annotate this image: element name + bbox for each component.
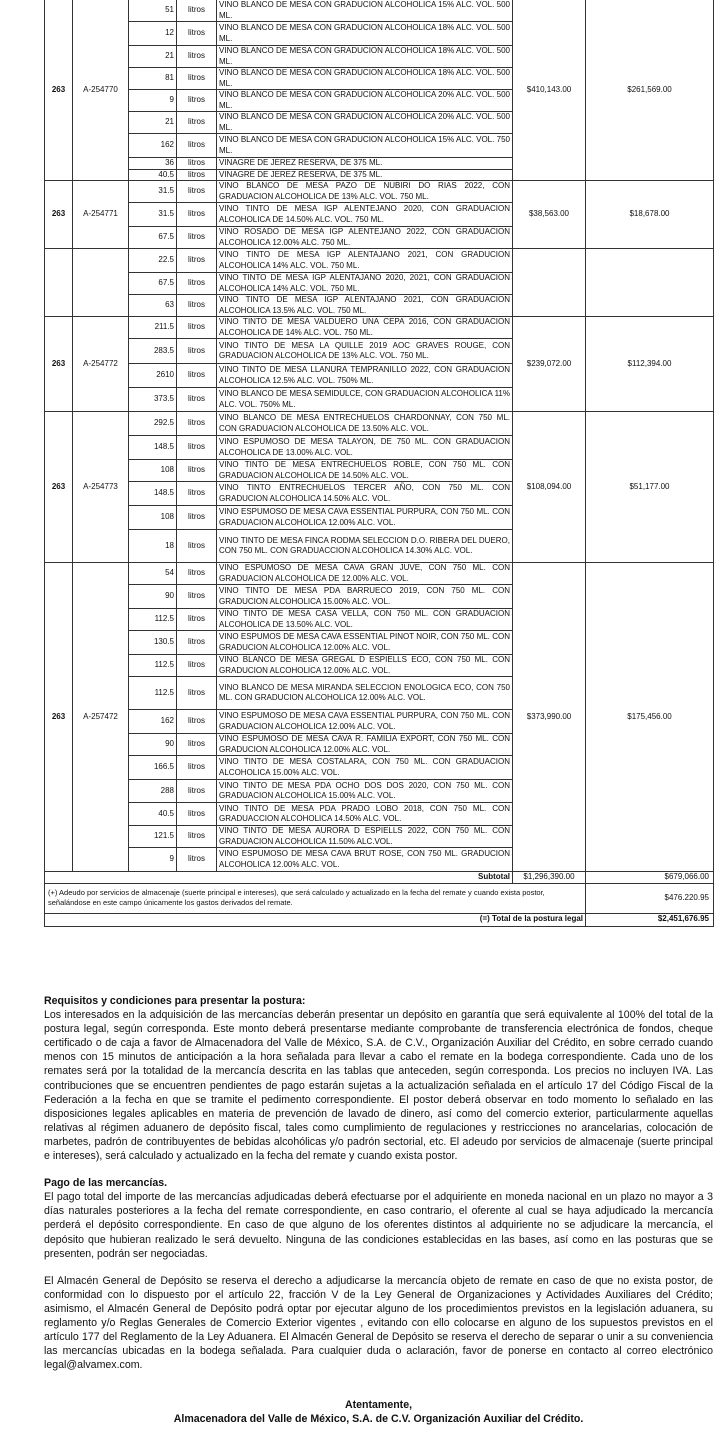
unit-cell: litros [177,364,217,388]
quantity-cell: 211.5 [129,317,177,339]
quantity-cell: 81 [129,68,177,90]
unit-cell: litros [177,710,217,734]
postura-cell: $112,394.00 [586,317,714,412]
description-cell: VINO ESPUMOSO DE MESA CAVA ESSENTIAL PURPURA, CON 750 ML. CON GRADUACION ALCOHOLICA 12.00% ALC. VOL. [217,506,513,530]
unit-cell: litros [177,530,217,563]
postura-cell: $18,678.00 [586,181,714,249]
description-cell: VINO BLANCO DE MESA CON GRADUCION ALCOHOLICA 20% ALC. VOL. 500 ML. [217,90,513,112]
unit-cell: litros [177,112,217,134]
unit-cell: litros [177,609,217,631]
position-cell: A-257472 [73,563,129,872]
unit-cell: litros [177,563,217,585]
unit-cell: litros [177,482,217,506]
description-cell: VINO TINTO DE MESA CASA VELLA, CON 750 ML. CON GRADUACION ALCOHOLICA DE 13.50% ALC. VOL. [217,609,513,631]
quantity-cell: 90 [129,585,177,609]
unit-cell: litros [177,181,217,203]
precio-cell: $38,563.00 [513,181,586,249]
quantity-cell: 148.5 [129,436,177,460]
postura-cell [586,249,714,317]
unit-cell: litros [177,227,217,249]
signature-company: Almacenadora del Valle de México, S.A. de C.V. Organización Auxiliar del Crédito. [173,1413,584,1425]
unit-cell: litros [177,203,217,227]
description-cell: VINO TINTO DE MESA VALDUERO UNA CEPA 2016, CON GRADUACION ALCOHOLICA DE 14% ALC. VOL. 750 ML. [217,317,513,339]
adeudo-row [45,883,714,913]
description-cell: VINO ROSADO DE MESA IGP ALENTEJANO 2022, CON GRADUACION ALCOHOLICA 12.00% ALC. 750 ML. [217,227,513,249]
unit-cell: litros [177,585,217,609]
unit-cell: litros [177,388,217,412]
description-cell: VINO BLANCO DE MESA CON GRADUCION ALCOHOLICA 15% ALC. VOL. 500 ML. [217,0,513,22]
description-cell: VINO ESPUMOSO DE MESA CAVA GRAN JUVE, CON 750 ML. CON GRADUACION ALCOHOLICA DE 12.00% ALC. VOL. [217,563,513,585]
lot-cell: 263 [45,412,73,563]
quantity-cell: 108 [129,506,177,530]
description-cell: VINO TINTO DE MESA IGP ALENTEJANO 2020, CON GRADUACION ALCOHOLICA DE 14.50% ALC. VOL. 750 ML. [217,203,513,227]
unit-cell: litros [177,90,217,112]
adeudo-text: (+) Adeudo por servicios de almacenaje (suerte principal e intereses), que será calculado y actualizado en la fecha del remate y cuando exista postor, señalándose en este campo únicamente los gastos derivados del remate. [45,883,586,913]
conditions-section [44,994,713,1372]
quantity-cell: 90 [129,734,177,756]
quantity-cell: 51 [129,0,177,22]
lot-cell: 263 [45,0,73,181]
quantity-cell: 21 [129,112,177,134]
description-cell: VINO BLANCO DE MESA CON GRADUCION ALCOHOLICA 18% ALC. VOL. 500 ML. [217,22,513,46]
subtotal-postura: $679,066.00 [586,872,714,884]
table-row [45,249,714,273]
lot-cell: 263 [45,317,73,412]
pago-title: Pago de las mercancías. [44,1177,168,1190]
position-cell: A-254771 [73,181,129,249]
quantity-cell: 67.5 [129,273,177,295]
description-cell: VINO ESPUMOSO DE MESA CAVA R. FAMILIA EXPORT, CON 750 ML. CON GRADUCION ALCOHOLICA 12.00% ALC. VOL. [217,734,513,756]
unit-cell: litros [177,848,217,872]
description-cell: VINO BLANCO DE MESA ENTRECHUELOS CHARDONNAY, CON 750 ML. CON GRADUACION ALCOHOLICA DE 13.50% ALC. VOL. [217,412,513,436]
quantity-cell: 63 [129,295,177,317]
quantity-cell: 130.5 [129,631,177,655]
lot-cell [45,249,73,317]
table-row [45,563,714,585]
table-row [45,0,714,22]
precio-cell: $108,094.00 [513,412,586,563]
quantity-cell: 12 [129,22,177,46]
quantity-cell: 283.5 [129,339,177,364]
description-cell: VINO TINTO DE MESA IGP ALENTAJANO 2021, CON GRADUACION ALCOHOLICA 13.5% ALC. VOL. 750 ML. [217,295,513,317]
quantity-cell: 108 [129,460,177,482]
unit-cell: litros [177,631,217,655]
unit-cell: litros [177,780,217,803]
description-cell: VINO BLANCO DE MESA CON GRADUCION ALCOHOLICA 18% ALC. VOL. 500 ML. [217,68,513,90]
position-cell: A-254770 [73,0,129,181]
position-cell: A-254772 [73,317,129,412]
description-cell: VINAGRE DE JEREZ RESERVA, DE 375 ML. [217,169,513,181]
requisitos-title: Requisitos y condiciones para presentar la postura: [44,995,306,1007]
unit-cell: litros [177,249,217,273]
quantity-cell: 36 [129,158,177,170]
description-cell: VINO ESPUMOSO DE MESA TALAYON, DE 750 ML. CON GRADUACION ALCOHOLICA DE 13.00% ALC. VOL. [217,436,513,460]
signature-closing: Atentamente, [344,1399,413,1411]
requisitos-body: Los interesados en la adquisición de las mercancías deberán presentar un depósito en garantía que será equivalente al 100% del total de la postura legal, según corresponda. Este monto deberá presentarse mediante comprobante de transferencia electrónica de fondos, cheque certificado o de caja a favor de Almacenadora del Valle de México, S.A. de C.V., Organización Auxiliar del Crédito, en sobre cerrado cuando menos con 15 minutos de anticipación a la hora señalada para llevar a cabo el remate en la bodega correspondiente. Cada uno de los remates será por la totalidad de la mercancía descrita en las tablas que anteceden, según corresponda. Los precios no incluyen IVA. Las contribuciones que se encuentren pendientes de pago estarán sujetas a la actualización señalada en el artículo 17 del Código Fiscal de la Federación a la fecha en que se tramite el pedimento correspondiente. El postor deberá observar en todo momento lo señalado en las disposiciones legales aplicables en materia de prevención de lavado de dinero, así como del comercio exterior, particularmente aquellas relativas al régimen aduanero de depósito fiscal, tales como cumplimiento de regulaciones y restricciones no arancelarias, colocación de marbetes, padrón de contribuyentes de bebidas alcohólicas y/o padrón sectorial, etc. El adeudo por servicios de almacenaje (suerte principal e intereses), será calculado y actualizado en la fecha del remate y cuando exista postor. [44,1009,713,1163]
lot-cell: 263 [45,181,73,249]
pago-body: El pago total del importe de las mercancías adjudicadas deberá efectuarse por el adquiriente en moneda nacional en un plazo no mayor a 3 días naturales posteriores a la fecha del remate correspondiente, en caso contrario, el oferente al cual se haya adjudicado la mercancía perderá el depósito correspondiente. En caso de que alguno de los oferentes distintos al adquiriente no se adjudicare la mercancía, el depósito que hubieran realizado le será devuelto. Ninguna de las condiciones establecidas en las bases, así como en las posturas que se presenten, podrán ser negociadas. [44,1191,713,1260]
unit-cell: litros [177,412,217,436]
quantity-cell: 40.5 [129,803,177,826]
adeudo-value: $476.220.95 [586,883,714,913]
unit-cell: litros [177,677,217,710]
quantity-cell: 31.5 [129,203,177,227]
unit-cell: litros [177,295,217,317]
unit-cell: litros [177,46,217,68]
total-value: $2,451,676.95 [586,913,714,926]
postura-cell: $51,177.00 [586,412,714,563]
auction-table-body [45,0,714,872]
unit-cell: litros [177,339,217,364]
description-cell: VINO TINTO DE MESA LA QUILLE 2019 AOC GRAVES ROUGE, CON GRADUACION ALCOHOLICA DE 13% ALC. VOL. 750 ML. [217,339,513,364]
unit-cell: litros [177,158,217,170]
description-cell: VINO TINTO ENTRECHUELOS TERCER AÑO, CON 750 ML. CON GRADUCION ALCOHOLICA 14.50% ALC. VOL. [217,482,513,506]
unit-cell: litros [177,803,217,826]
quantity-cell: 21 [129,46,177,68]
quantity-cell: 112.5 [129,677,177,710]
quantity-cell: 112.5 [129,655,177,677]
description-cell: VINO ESPUMOSO DE MESA CAVA ESSENTIAL PURPURA, CON 750 ML. CON GRADUACION ALCOHOLICA 12.00% ALC. VOL. [217,710,513,734]
postura-cell: $261,569.00 [586,0,714,181]
unit-cell: litros [177,169,217,181]
unit-cell: litros [177,134,217,158]
description-cell: VINO TINTO DE MESA ENTRECHUELOS ROBLE, CON 750 ML. CON GRADUACION ALCOHOLICA DE 14.50% ALC. VOL. [217,460,513,482]
description-cell: VINAGRE DE JEREZ RESERVA, DE 375 ML. [217,158,513,170]
quantity-cell: 288 [129,780,177,803]
precio-cell: $373,990.00 [513,563,586,872]
reserva-body: El Almacén General de Depósito se reserva el derecho a adjudicarse la mercancía objeto de remate en caso de que no exista postor, de conformidad con lo dispuesto por el artículo 22, fracción V de la Ley General de Organizaciones y Actividades Auxiliares del Crédito; asimismo, el Almacén General de Depósito podrá optar por ejecutar alguno de los procedimientos previstos en la legislación aduanera, su reglamento y/o Reglas Generales de Comercio Exterior vigentes , evitando con ello colocarse en alguno de los supuestos previstos en el artículo 177 del Reglamento de la Ley Aduanera. El Almacén General de Depósito se reserva el derecho de separar o unir a su conveniencia las mercancías ubicadas en la bodega señalada. Para cualquier duda o aclaración, favor de ponerse en contacto al correo electrónico legal@alvamex.com. [44,1274,713,1372]
description-cell: VINO BLANCO DE MESA CON GRADUCION ALCOHOLICA 18% ALC. VOL. 500 ML. [217,46,513,68]
quantity-cell: 9 [129,848,177,872]
auction-table [44,0,714,927]
quantity-cell: 373.5 [129,388,177,412]
quantity-cell: 166.5 [129,756,177,780]
table-row [45,317,714,339]
table-row [45,412,714,436]
unit-cell: litros [177,22,217,46]
quantity-cell: 22.5 [129,249,177,273]
description-cell: VINO BLANCO DE MESA GREGAL D ESPIELLS ECO, CON 750 ML. CON GRADUCION ALCOHOLICA 12.00% ALC. VOL. [217,655,513,677]
description-cell: VINO TINTO DE MESA PDA PRADO LOBO 2018, CON 750 ML. CON GRADUACCION ALCOHOLICA 14.50% ALC. VOL. [217,803,513,826]
quantity-cell: 112.5 [129,609,177,631]
quantity-cell: 162 [129,710,177,734]
description-cell: VINO TINTO DE MESA PDA BARRUECO 2019, CON 750 ML. CON GRADUCION ALCOHOLICA 15.00% ALC. VOL. [217,585,513,609]
quantity-cell: 2610 [129,364,177,388]
description-cell: VINO BLANCO DE MESA CON GRADUCION ALCOHOLICA 15% ALC. VOL. 750 ML. [217,134,513,158]
description-cell: VINO TINTO DE MESA PDA OCHO DOS DOS 2020, CON 750 ML. CON GRADUACION ALCOHOLICA 15.00% ALC. VOL. [217,780,513,803]
total-label: (=) Total de la postura legal [45,913,586,926]
unit-cell: litros [177,436,217,460]
description-cell: VINO TINTO DE MESA IGP ALENTAJANO 2020, 2021, CON GRADUACION ALCOHOLICA 14% ALC. VOL. 750 ML. [217,273,513,295]
quantity-cell: 18 [129,530,177,563]
subtotal-label: Subtotal [45,872,513,884]
quantity-cell: 162 [129,134,177,158]
quantity-cell: 121.5 [129,826,177,848]
position-cell: A-254773 [73,412,129,563]
unit-cell: litros [177,68,217,90]
table-row [45,181,714,203]
unit-cell: litros [177,317,217,339]
unit-cell: litros [177,273,217,295]
total-row [45,913,714,926]
subtotal-row [45,872,714,884]
subtotal-precio: $1,296,390.00 [513,872,586,884]
postura-cell: $175,456.00 [586,563,714,872]
description-cell: VINO BLANCO DE MESA MIRANDA SELECCION ENOLOGICA ECO, CON 750 ML. CON GRADUCION ALCOHOLICA 12.00% ALC. VOL. [217,677,513,710]
description-cell: VINO TINTO DE MESA COSTALARA, CON 750 ML. CON GRADUACION ALCOHOLICA 15.00% ALC. VOL. [217,756,513,780]
precio-cell [513,249,586,317]
quantity-cell: 9 [129,90,177,112]
quantity-cell: 54 [129,563,177,585]
unit-cell: litros [177,506,217,530]
quantity-cell: 31.5 [129,181,177,203]
unit-cell: litros [177,734,217,756]
lot-cell: 263 [45,563,73,872]
description-cell: VINO TINTO DE MESA IGP ALENTAJANO 2021, CON GRADUCION ALCOHOLICA 14% ALC. VOL. 750 ML. [217,249,513,273]
description-cell: VINO ESPUMOSO DE MESA CAVA BRUT ROSE, CON 750 ML. GRADUCION ALCOHOLICA 12.00% ALC. VOL. [217,848,513,872]
signature-block [44,1398,713,1426]
description-cell: VINO TINTO DE MESA AURORA D ESPIELLS 2022, CON 750 ML. CON GRADUACION ALCOHOLICA 11.50% ALC.VOL. [217,826,513,848]
quantity-cell: 148.5 [129,482,177,506]
unit-cell: litros [177,0,217,22]
description-cell: VINO BLANCO DE MESA SEMIDULCE, CON GRADUACION ALCOHOLICA 11% ALC. VOL. 750% ML. [217,388,513,412]
quantity-cell: 40.5 [129,169,177,181]
precio-cell: $239,072.00 [513,317,586,412]
unit-cell: litros [177,655,217,677]
unit-cell: litros [177,756,217,780]
quantity-cell: 292.5 [129,412,177,436]
description-cell: VINO TINTO DE MESA LLANURA TEMPRANILLO 2022, CON GRADUACION ALCOHOLICA 12.5% ALC. VOL. 750% ML. [217,364,513,388]
description-cell: VINO TINTO DE MESA FINCA RODMA SELECCION D.O. RIBERA DEL DUERO, CON 750 ML. CON GRADUACCION ALCOHOLICA 14.30% ALC. VOL. [217,530,513,563]
auction-table-footer [45,872,714,927]
precio-cell: $410,143.00 [513,0,586,181]
description-cell: VINO BLANCO DE MESA CON GRADUCION ALCOHOLICA 20% ALC. VOL. 500 ML. [217,112,513,134]
unit-cell: litros [177,826,217,848]
unit-cell: litros [177,460,217,482]
quantity-cell: 67.5 [129,227,177,249]
description-cell: VINO BLANCO DE MESA PAZO DE NUBIRI DO RIAS 2022, CON GRADUACION ALCOHOLICA DE 13% ALC. VOL. 750 ML. [217,181,513,203]
position-cell [73,249,129,317]
description-cell: VINO ESPUMOS DE MESA CAVA ESSENTIAL PINOT NOIR, CON 750 ML. CON GRADUCION ALCOHOLICA 12.00% ALC. VOL. [217,631,513,655]
